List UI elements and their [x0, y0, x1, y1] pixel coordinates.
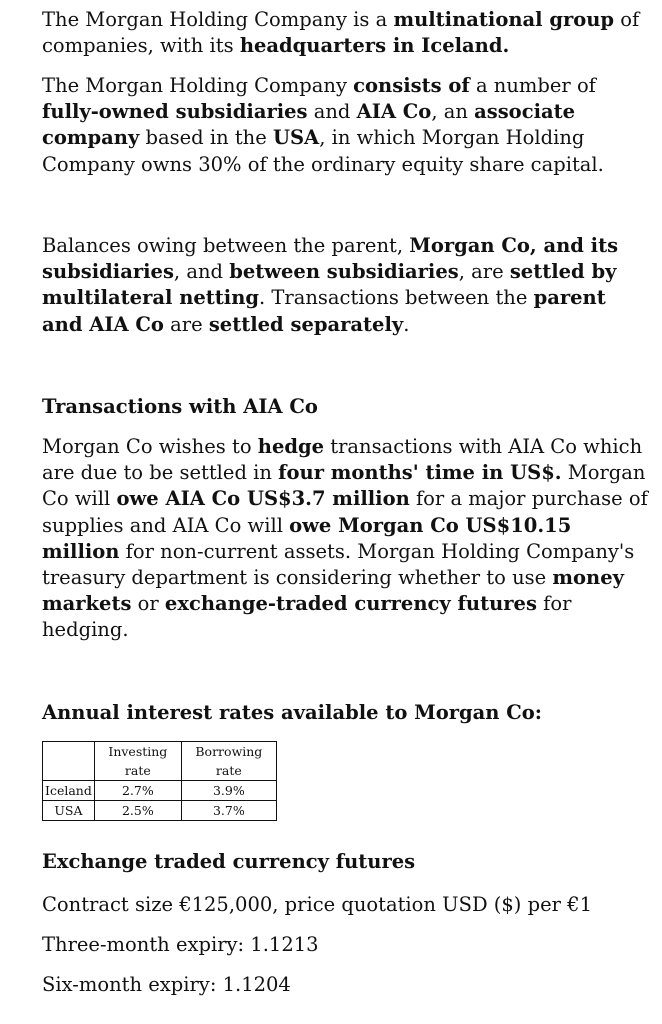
table-row: [43, 781, 277, 801]
transactions-paragraph: Morgan Co wishes to hedge transactions with AIA Co which are due to be settled in four months' time in US$. Morgan Co will owe AIA Co US$3.7 million for a major purchase of supplies and AIA Co will owe Morgan Co US$10.15 million for non-current assets. Morgan Holding Company's treasury department is considering whether to use money markets or exchange-traded currency futures for hedging.: [42, 435, 648, 642]
rates-heading: Annual interest rates available to Morgan Co:: [42, 701, 542, 724]
transactions-heading: Transactions with AIA Co: [42, 395, 318, 418]
table-cell-investing: 2.5%: [94, 801, 181, 821]
table-row: [43, 801, 277, 821]
futures-contract-size: Contract size €125,000, price quotation USD ($) per €1: [42, 893, 592, 916]
table-cell-borrowing: 3.9%: [181, 781, 276, 801]
futures-six-month-expiry: Six-month expiry: 1.1204: [42, 973, 291, 996]
interest-rates-table: [42, 741, 277, 821]
table-cell-borrowing: 3.7%: [181, 801, 276, 821]
intro-paragraph-1: The Morgan Holding Company is a multinational group of companies, with its headquarters in Iceland.: [42, 8, 640, 58]
futures-heading: Exchange traded currency futures: [42, 850, 416, 873]
table-cell-country: Iceland: [43, 781, 95, 801]
futures-three-month-expiry: Three-month expiry: 1.1213: [42, 933, 319, 956]
table-header-cell: [43, 742, 95, 781]
table-header-row: [43, 742, 277, 781]
intro-paragraph-2: The Morgan Holding Company consists of a number of fully-owned subsidiaries and AIA Co, an associate company based in the USA, in which Morgan Holding Company owns 30% of the ordinary equity share capital.: [42, 74, 604, 176]
table-cell-investing: 2.7%: [94, 781, 181, 801]
table-cell-country: USA: [43, 801, 95, 821]
table-header-cell: Borrowing rate: [181, 742, 276, 781]
netting-paragraph: Balances owing between the parent, Morgan Co, and its subsidiaries, and between subsidiaries, are settled by multilateral netting. Transactions between the parent and AIA Co are settled separately.: [42, 234, 619, 336]
table-header-cell: Investing rate: [94, 742, 181, 781]
